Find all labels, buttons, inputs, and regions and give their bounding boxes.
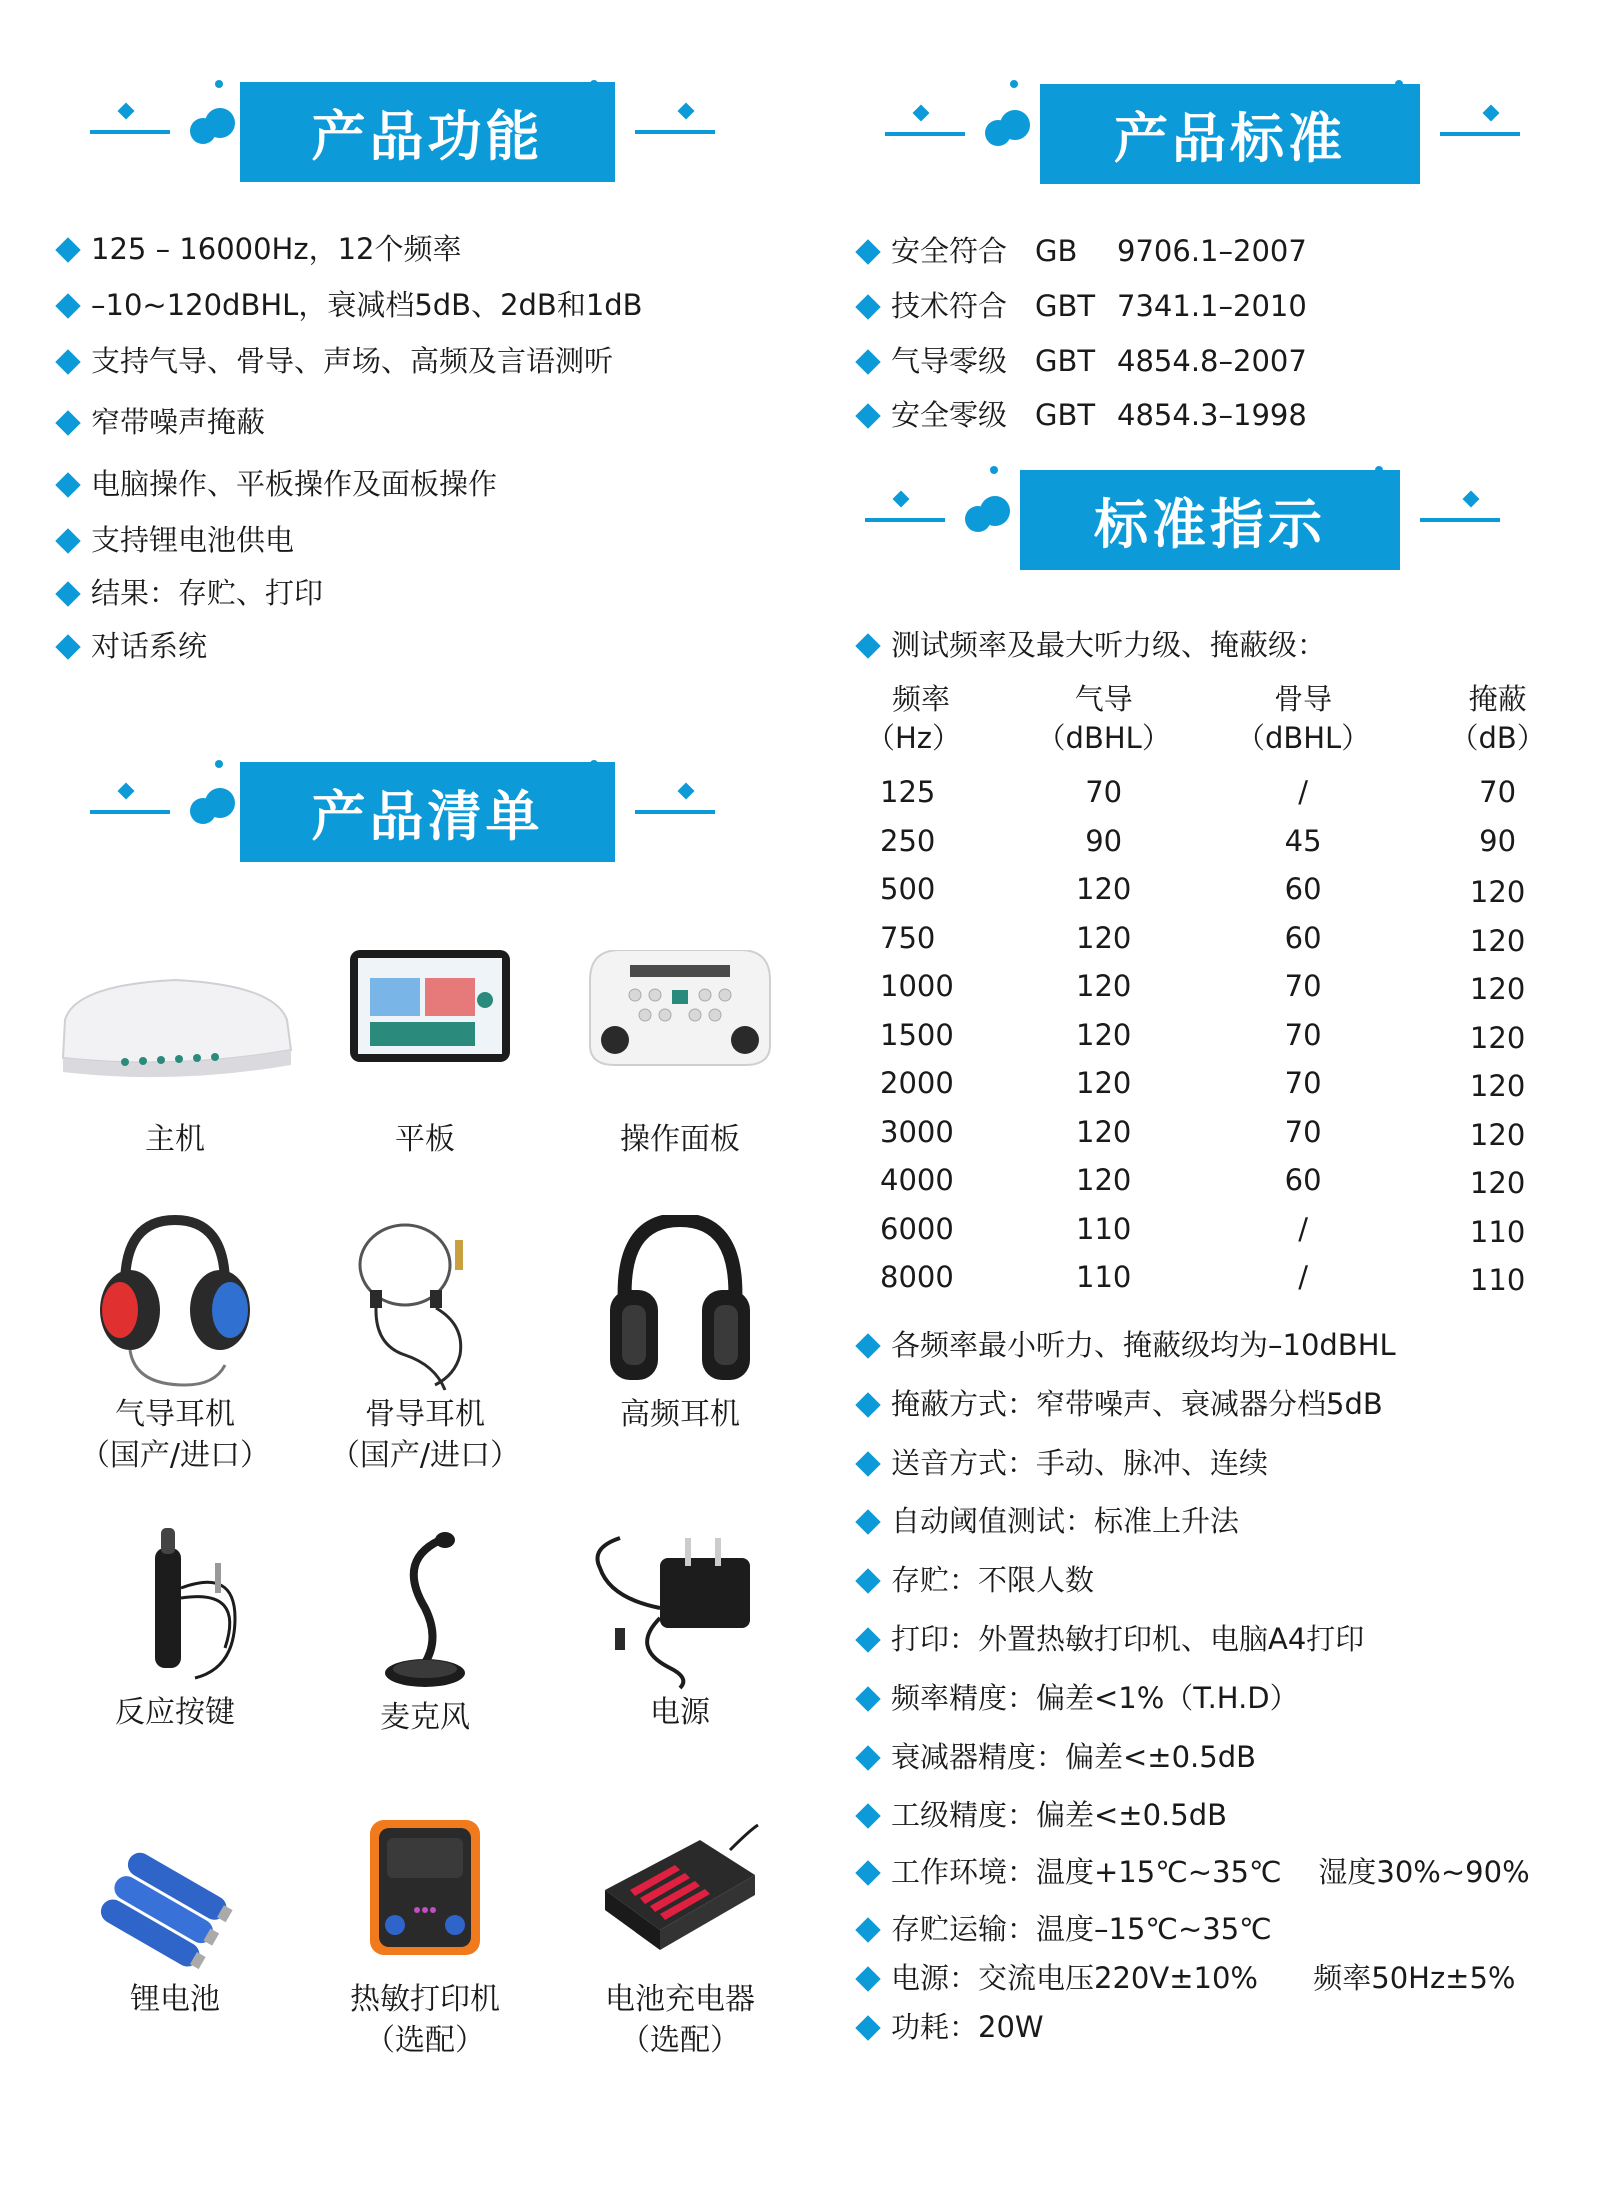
feature-item: 支持气导、骨导、声场、高频及言语测听 (55, 344, 643, 379)
indicators-intro (855, 628, 1326, 663)
standard-item: 技术符合 GBT 7341.1–2010 (855, 289, 1307, 324)
feature-item: 对话系统 (55, 629, 643, 664)
diamond-bullet-icon (855, 1860, 880, 1885)
response-button-icon (95, 1528, 255, 1693)
diamond-bullet-icon (855, 1510, 880, 1535)
diamond-bullet-icon (55, 472, 80, 497)
product-sub: （选配） (620, 2022, 740, 2058)
tablet-icon (340, 950, 510, 1120)
table-cell: 70 (1284, 1114, 1322, 1149)
diamond-bullet-icon (55, 237, 80, 262)
product-item-microphone (305, 1528, 545, 1739)
diamond-bullet-icon (855, 1568, 880, 1593)
table-cell: 120 (1469, 923, 1526, 958)
lithium-battery-icon (95, 1820, 255, 1980)
product-item-power-adapter (560, 1528, 800, 1734)
product-name: 主机 (145, 1122, 205, 1157)
header-frequency: 频率 （Hz） (866, 682, 962, 756)
feature-item: 支持锂电池供电 (55, 523, 643, 558)
table-row (850, 865, 1590, 914)
indicators-banner (800, 448, 1600, 568)
diamond-bullet-icon (855, 239, 880, 264)
spec-item: 打印：外置热敏打印机、电脑A4打印 (855, 1622, 1530, 1657)
table-cell: 70 (1284, 1066, 1322, 1101)
table-cell: 120 (1076, 969, 1132, 1004)
table-cell: 125 (880, 775, 936, 810)
table-cell: 90 (1085, 823, 1123, 858)
diamond-bullet-icon (855, 1686, 880, 1711)
table-cell: 110 (1076, 1211, 1132, 1246)
header-air: 气导 （dBHL） (1036, 682, 1171, 756)
diamond-bullet-icon (855, 1804, 880, 1829)
table-row (850, 1205, 1590, 1254)
packing-banner (0, 740, 800, 860)
product-name: 热敏打印机 (350, 1982, 500, 2017)
features-title: 产品功能 (240, 82, 615, 182)
table-cell: 120 (1469, 1166, 1526, 1201)
table-cell: 70 (1085, 775, 1123, 810)
spec-item: 工级精度：偏差<±0.5dB (855, 1798, 1530, 1833)
control-panel-icon (580, 950, 780, 1120)
diamond-bullet-icon (855, 633, 880, 658)
product-name: 平板 (395, 1122, 455, 1157)
diamond-bullet-icon (855, 1966, 880, 1991)
diamond-bullet-icon (855, 404, 880, 429)
table-cell: 120 (1469, 972, 1526, 1007)
product-item-air-headphone (55, 1215, 295, 1476)
standard-item: 安全符合 GB 9706.1–2007 (855, 234, 1307, 269)
packing-title: 产品清单 (240, 762, 615, 862)
diamond-bullet-icon (55, 581, 80, 606)
table-header (850, 680, 1590, 768)
diamond-bullet-icon (55, 349, 80, 374)
product-name: 反应按键 (115, 1695, 235, 1730)
table-cell: 120 (1076, 920, 1132, 955)
indicators-title: 标准指示 (1020, 470, 1400, 570)
feature-item: 电脑操作、平板操作及面板操作 (55, 467, 643, 502)
table-cell: 120 (1076, 1017, 1132, 1052)
power-adapter-icon (590, 1528, 770, 1693)
header-bone: 骨导 （dBHL） (1235, 682, 1371, 756)
product-item-thermal-printer (305, 1820, 545, 2061)
spec-item: 频率精度：偏差<1%（T.H.D） (855, 1681, 1530, 1716)
table-cell: 110 (1076, 1260, 1132, 1295)
diamond-bullet-icon (55, 528, 80, 553)
table-cell: 70 (1284, 1017, 1322, 1052)
table-row (850, 962, 1590, 1011)
battery-charger-icon (600, 1820, 760, 1980)
table-cell: / (1298, 1260, 1308, 1295)
product-name: 锂电池 (130, 1982, 220, 2017)
diamond-bullet-icon (55, 634, 80, 659)
table-cell: 110 (1469, 1214, 1526, 1249)
standard-item: 安全零级 GBT 4854.3–1998 (855, 398, 1307, 433)
spec-item: 存贮运输：温度–15℃~35℃ (855, 1912, 1530, 1947)
table-cell: 4000 (880, 1163, 954, 1198)
table-cell: 1000 (880, 969, 954, 1004)
table-row (850, 768, 1590, 817)
product-item-battery (55, 1820, 295, 2021)
spec-item: 掩蔽方式：窄带噪声、衰减器分档5dB (855, 1387, 1530, 1422)
product-item-battery-charger (560, 1820, 800, 2061)
spec-item: 电源：交流电压220V±10% 频率50Hz±5% (855, 1961, 1530, 1996)
air-conduction-headphone-icon (75, 1215, 275, 1395)
diamond-bullet-icon (855, 1451, 880, 1476)
table-cell: / (1298, 1211, 1308, 1246)
table-row (850, 1253, 1590, 1302)
table-cell: 60 (1284, 1163, 1322, 1198)
product-name: 骨导耳机 (365, 1397, 485, 1432)
table-cell: 120 (1469, 1020, 1526, 1055)
spec-item: 衰减器精度：偏差<±0.5dB (855, 1740, 1530, 1775)
table-row (850, 817, 1590, 866)
product-item-control-panel (560, 950, 800, 1161)
table-cell: 500 (880, 872, 936, 907)
table-cell: 120 (1469, 1069, 1526, 1104)
product-item-tablet (305, 950, 545, 1161)
product-name: 麦克风 (380, 1700, 470, 1735)
table-cell: 250 (880, 823, 936, 858)
diamond-bullet-icon (855, 1333, 880, 1358)
standards-list (855, 234, 1307, 433)
spec-item: 工作环境：温度+15℃~35℃ 湿度30%~90% (855, 1855, 1530, 1890)
table-cell: 70 (1284, 969, 1322, 1004)
product-sub: （国产/进口） (329, 1437, 521, 1473)
diamond-bullet-icon (55, 411, 80, 436)
header-masking: 掩蔽 （dB） (1449, 682, 1546, 756)
bone-conduction-headphone-icon (345, 1215, 505, 1395)
spec-item: 自动阈值测试：标准上升法 (855, 1504, 1530, 1539)
table-cell: 60 (1284, 872, 1322, 907)
table-body (850, 768, 1590, 1302)
table-cell: 6000 (880, 1211, 954, 1246)
table-cell: 8000 (880, 1260, 954, 1295)
table-cell: 60 (1284, 920, 1322, 955)
table-cell: 2000 (880, 1066, 954, 1101)
table-row (850, 1156, 1590, 1205)
features-banner (0, 60, 800, 180)
product-item-host (55, 950, 295, 1161)
table-row (850, 1011, 1590, 1060)
diamond-bullet-icon (855, 349, 880, 374)
table-cell: 45 (1284, 823, 1322, 858)
feature-item: 结果：存贮、打印 (55, 576, 643, 611)
table-cell: 120 (1469, 875, 1526, 910)
table-row (850, 1108, 1590, 1157)
table-cell: 120 (1076, 872, 1132, 907)
spec-item: 功耗：20W (855, 2010, 1530, 2045)
table-cell: 90 (1479, 823, 1517, 858)
feature-item: 窄带噪声掩蔽 (55, 405, 643, 440)
diamond-bullet-icon (855, 294, 880, 319)
product-item-high-freq-headphone (560, 1215, 800, 1436)
table-cell: 120 (1076, 1114, 1132, 1149)
table-row (850, 914, 1590, 963)
diamond-bullet-icon (855, 2015, 880, 2040)
spec-item: 各频率最小听力、掩蔽级均为–10dBHL (855, 1328, 1530, 1363)
product-name: 电池充电器 (605, 1982, 755, 2017)
diamond-bullet-icon (855, 1745, 880, 1770)
product-name: 电源 (650, 1695, 710, 1730)
table-cell: 1500 (880, 1017, 954, 1052)
diamond-bullet-icon (55, 293, 80, 318)
standards-banner (800, 62, 1600, 182)
spec-item: 送音方式：手动、脉冲、连续 (855, 1446, 1530, 1481)
product-sub: （国产/进口） (79, 1437, 271, 1473)
table-cell: 70 (1479, 775, 1517, 810)
host-device-icon (55, 950, 295, 1120)
feature-item: –10~120dBHL，衰减档5dB、2dB和1dB (55, 288, 643, 323)
table-cell: 750 (880, 920, 936, 955)
table-cell: / (1298, 775, 1308, 810)
standard-item: 气导零级 GBT 4854.8–2007 (855, 344, 1307, 379)
table-cell: 3000 (880, 1114, 954, 1149)
table-cell: 120 (1469, 1117, 1526, 1152)
indicators-intro-item: 测试频率及最大听力级、掩蔽级： (855, 628, 1326, 663)
spec-item: 存贮：不限人数 (855, 1563, 1530, 1598)
table-cell: 120 (1076, 1066, 1132, 1101)
frequency-table (850, 680, 1590, 1302)
specs-list (855, 1328, 1530, 2044)
table-cell: 110 (1469, 1263, 1526, 1298)
diamond-bullet-icon (855, 1627, 880, 1652)
microphone-icon (365, 1528, 485, 1698)
product-sub: （选配） (365, 2022, 485, 2058)
product-item-bone-headphone (305, 1215, 545, 1476)
thermal-printer-icon (365, 1820, 485, 1980)
features-list (55, 232, 643, 663)
product-item-response-button (55, 1528, 295, 1734)
table-cell: 120 (1076, 1163, 1132, 1198)
product-name: 操作面板 (620, 1122, 740, 1157)
feature-item: 125 – 16000Hz，12个频率 (55, 232, 643, 267)
standards-title: 产品标准 (1040, 84, 1420, 184)
diamond-bullet-icon (855, 1917, 880, 1942)
diamond-bullet-icon (855, 1392, 880, 1417)
product-name: 气导耳机 (115, 1397, 235, 1432)
table-row (850, 1059, 1590, 1108)
product-name: 高频耳机 (620, 1397, 740, 1432)
high-frequency-headphone-icon (600, 1215, 760, 1395)
